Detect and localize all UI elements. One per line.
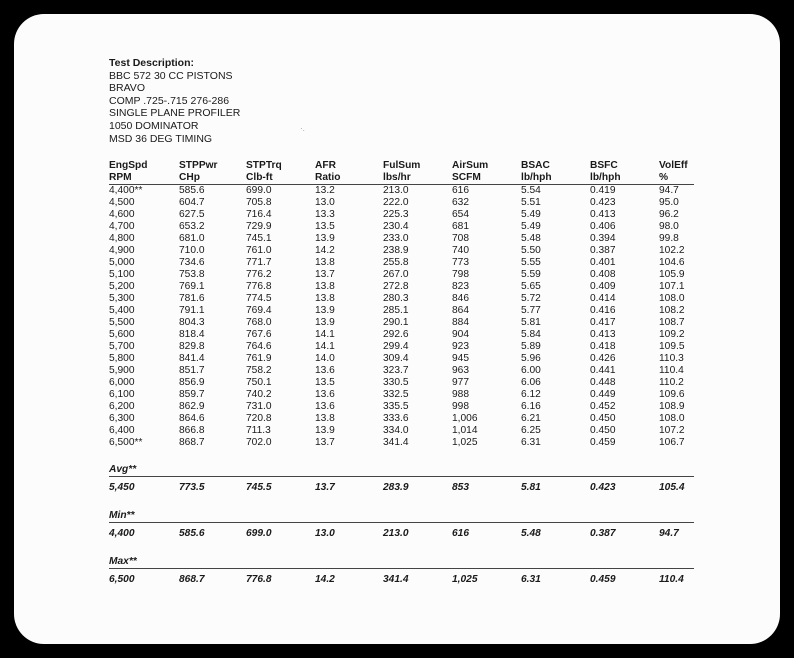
table-cell: 604.7	[179, 197, 205, 208]
table-cell: 5.77	[521, 305, 541, 316]
table-cell: 781.6	[179, 293, 205, 304]
summary-label-text: Min**	[109, 510, 135, 521]
table-cell: 13.8	[315, 413, 335, 424]
table-cell: 720.8	[246, 413, 272, 424]
table-cell: 285.1	[383, 305, 409, 316]
table-cell: 750.1	[246, 377, 272, 388]
table-cell: 923	[452, 341, 469, 352]
table-cell: 702.0	[246, 437, 272, 448]
test-description	[109, 57, 240, 145]
table-cell: 0.408	[590, 269, 616, 280]
summary-cell: 616	[452, 528, 469, 539]
table-row	[109, 281, 694, 293]
summary-cell: 0.423	[590, 482, 616, 493]
table-cell: 5.96	[521, 353, 541, 364]
table-cell: 5,800	[109, 353, 135, 364]
table-cell: 856.9	[179, 377, 205, 388]
table-cell: 238.9	[383, 245, 409, 256]
table-header	[109, 160, 694, 184]
table-cell: 4,600	[109, 209, 135, 220]
table-cell: 299.4	[383, 341, 409, 352]
table-cell: 5.54	[521, 185, 541, 196]
table-cell: 108.7	[659, 317, 685, 328]
table-cell: 13.6	[315, 365, 335, 376]
table-cell: 804.3	[179, 317, 205, 328]
table-cell: 711.3	[246, 425, 271, 436]
table-cell: 272.8	[383, 281, 409, 292]
summary-label-text: Max**	[109, 556, 137, 567]
column-header	[179, 160, 218, 184]
table-cell: 95.0	[659, 197, 679, 208]
table-row	[109, 425, 694, 437]
table-cell: 330.5	[383, 377, 409, 388]
table-cell: 654	[452, 209, 469, 220]
table-cell: 0.414	[590, 293, 616, 304]
summary-cell: 745.5	[246, 482, 272, 493]
table-row	[109, 305, 694, 317]
table-cell: 729.9	[246, 221, 272, 232]
table-cell: 332.5	[383, 389, 409, 400]
summary-cell: 1,025	[452, 574, 478, 585]
table-row	[109, 329, 694, 341]
table-cell: 6,200	[109, 401, 135, 412]
summary-cell: 0.459	[590, 574, 616, 585]
table-cell: 859.7	[179, 389, 205, 400]
table-cell: 280.3	[383, 293, 409, 304]
summary-label	[109, 555, 694, 568]
table-cell: 5.84	[521, 329, 541, 340]
table-cell: 5.65	[521, 281, 541, 292]
table-cell: 13.8	[315, 257, 335, 268]
table-cell: 823	[452, 281, 469, 292]
table-cell: 5,300	[109, 293, 135, 304]
summary-label	[109, 463, 694, 476]
column-header-unit: lbs/hr	[383, 172, 411, 183]
summary-cell: 213.0	[383, 528, 409, 539]
table-cell: 333.6	[383, 413, 409, 424]
summary-cell: 853	[452, 482, 469, 493]
table-row	[109, 317, 694, 329]
table-cell: 653.2	[179, 221, 205, 232]
table-row	[109, 209, 694, 221]
table-cell: 13.8	[315, 293, 335, 304]
table-cell: 6.00	[521, 365, 541, 376]
table-cell: 998	[452, 401, 469, 412]
table-cell: 716.4	[246, 209, 272, 220]
table-cell: 267.0	[383, 269, 409, 280]
table-cell: 681.0	[179, 233, 205, 244]
table-cell: 6.12	[521, 389, 541, 400]
table-cell: 290.1	[383, 317, 409, 328]
column-header-name: STPTrq	[246, 160, 282, 171]
table-cell: 13.7	[315, 437, 335, 448]
table-row	[109, 389, 694, 401]
column-header-unit: lb/hph	[521, 172, 552, 183]
table-cell: 710.0	[179, 245, 205, 256]
table-cell: 0.387	[590, 245, 616, 256]
table-cell: 109.5	[659, 341, 685, 352]
table-cell: 14.1	[315, 329, 335, 340]
table-cell: 1,014	[452, 425, 478, 436]
table-cell: 110.3	[659, 353, 684, 364]
table-cell: 13.9	[315, 425, 335, 436]
column-header-name: BSAC	[521, 160, 550, 171]
table-cell: 5,900	[109, 365, 135, 376]
column-header-name: FulSum	[383, 160, 421, 171]
table-cell: 6.06	[521, 377, 541, 388]
summary-cell: 5.81	[521, 482, 541, 493]
table-cell: 335.5	[383, 401, 409, 412]
table-cell: 734.6	[179, 257, 205, 268]
table-cell: 108.9	[659, 401, 685, 412]
table-cell: 13.9	[315, 317, 335, 328]
description-line: BRAVO	[109, 82, 145, 95]
table-cell: 110.2	[659, 377, 684, 388]
table-cell: 829.8	[179, 341, 205, 352]
table-cell: 0.426	[590, 353, 616, 364]
table-cell: 108.0	[659, 413, 685, 424]
table-cell: 0.394	[590, 233, 616, 244]
column-header	[315, 160, 340, 184]
table-cell: 108.2	[659, 305, 685, 316]
column-header-unit: %	[659, 172, 669, 183]
table-cell: 309.4	[383, 353, 409, 364]
table-cell: 761.0	[246, 245, 272, 256]
table-cell: 868.7	[179, 437, 205, 448]
table-cell: 14.2	[315, 245, 335, 256]
table-cell: 776.8	[246, 281, 272, 292]
table-cell: 13.9	[315, 305, 335, 316]
table-cell: 225.3	[383, 209, 409, 220]
table-cell: 233.0	[383, 233, 409, 244]
summary-cell: 6.31	[521, 574, 541, 585]
summary-cell: 13.0	[315, 528, 335, 539]
table-cell: 0.409	[590, 281, 616, 292]
table-cell: 0.450	[590, 425, 616, 436]
column-header-unit: CHp	[179, 172, 200, 183]
table-row	[109, 233, 694, 245]
table-cell: 107.2	[659, 425, 685, 436]
table-cell: 5,400	[109, 305, 135, 316]
summary-cell: 699.0	[246, 528, 272, 539]
table-row	[109, 437, 694, 449]
column-header-unit: SCFM	[452, 172, 481, 183]
table-cell: 1,006	[452, 413, 478, 424]
column-header-name: STPPwr	[179, 160, 218, 171]
table-cell: 632	[452, 197, 469, 208]
table-cell: 6,400	[109, 425, 135, 436]
summary-cell: 14.2	[315, 574, 335, 585]
summary-row	[109, 573, 694, 587]
table-cell: 771.7	[246, 257, 272, 268]
summary-rule	[109, 568, 694, 569]
scan-speck: ·.	[300, 124, 305, 133]
table-cell: 104.6	[659, 257, 685, 268]
table-cell: 5,700	[109, 341, 135, 352]
table-cell: 776.2	[246, 269, 272, 280]
table-cell: 740.2	[246, 389, 272, 400]
table-cell: 6.31	[521, 437, 541, 448]
table-cell: 0.417	[590, 317, 616, 328]
table-cell: 5,000	[109, 257, 135, 268]
description-title: Test Description:	[109, 57, 194, 69]
summary-label	[109, 509, 694, 522]
table-cell: 13.5	[315, 377, 335, 388]
summary-cell: 0.387	[590, 528, 616, 539]
table-cell: 255.8	[383, 257, 409, 268]
table-cell: 4,400**	[109, 185, 143, 196]
table-cell: 884	[452, 317, 469, 328]
column-header	[590, 160, 621, 184]
column-header-name: AFR	[315, 160, 336, 171]
summary-cell: 776.8	[246, 574, 272, 585]
table-row	[109, 245, 694, 257]
table-row	[109, 269, 694, 281]
table-cell: 0.459	[590, 437, 616, 448]
table-cell: 774.5	[246, 293, 272, 304]
summary-cell: 110.4	[659, 574, 684, 585]
column-header	[246, 160, 282, 184]
description-line: BBC 572 30 CC PISTONS	[109, 69, 233, 82]
table-cell: 773	[452, 257, 469, 268]
table-cell: 768.0	[246, 317, 272, 328]
table-cell: 851.7	[179, 365, 205, 376]
summary-row	[109, 481, 694, 495]
table-cell: 14.1	[315, 341, 335, 352]
summary-cell: 5.48	[521, 528, 541, 539]
table-cell: 627.5	[179, 209, 205, 220]
table-cell: 102.2	[659, 245, 685, 256]
summary-row	[109, 527, 694, 541]
table-cell: 6.16	[521, 401, 541, 412]
table-cell: 109.2	[659, 329, 685, 340]
description-line: 1050 DOMINATOR	[109, 119, 199, 132]
table-cell: 5.59	[521, 269, 541, 280]
table-cell: 6,500**	[109, 437, 143, 448]
summary-cell: 6,500	[109, 574, 135, 585]
table-cell: 230.4	[383, 221, 409, 232]
table-cell: 13.9	[315, 233, 335, 244]
table-row	[109, 257, 694, 269]
table-cell: 753.8	[179, 269, 205, 280]
table-cell: 5.50	[521, 245, 541, 256]
table-cell: 977	[452, 377, 469, 388]
table-cell: 0.448	[590, 377, 616, 388]
table-cell: 108.0	[659, 293, 685, 304]
summary-cell: 868.7	[179, 574, 205, 585]
table-cell: 769.1	[179, 281, 205, 292]
table-row	[109, 377, 694, 389]
table-row	[109, 365, 694, 377]
table-cell: 846	[452, 293, 469, 304]
table-cell: 758.2	[246, 365, 272, 376]
summary-rule	[109, 476, 694, 477]
table-row	[109, 341, 694, 353]
summary-rule	[109, 522, 694, 523]
table-cell: 791.1	[179, 305, 205, 316]
column-header	[109, 160, 147, 184]
table-cell: 988	[452, 389, 469, 400]
description-line: COMP .725-.715 276-286	[109, 94, 230, 107]
summary-cell: 5,450	[109, 482, 135, 493]
table-cell: 963	[452, 365, 469, 376]
column-header-name: EngSpd	[109, 160, 148, 171]
table-cell: 767.6	[246, 329, 272, 340]
table-cell: 6,300	[109, 413, 135, 424]
table-cell: 818.4	[179, 329, 205, 340]
table-cell: 705.8	[246, 197, 272, 208]
column-header-name: BSFC	[590, 160, 618, 171]
table-cell: 4,900	[109, 245, 135, 256]
table-cell: 616	[452, 185, 469, 196]
table-cell: 681	[452, 221, 469, 232]
column-header	[383, 160, 420, 184]
table-cell: 0.413	[590, 209, 616, 220]
table-cell: 764.6	[246, 341, 272, 352]
summary-cell: 341.4	[383, 574, 409, 585]
table-cell: 740	[452, 245, 469, 256]
column-header-name: AirSum	[452, 160, 489, 171]
table-cell: 5,100	[109, 269, 135, 280]
table-cell: 0.423	[590, 197, 616, 208]
table-cell: 4,700	[109, 221, 135, 232]
table-cell: 99.8	[659, 233, 679, 244]
table-cell: 585.6	[179, 185, 205, 196]
table-cell: 0.452	[590, 401, 616, 412]
table-cell: 6.25	[521, 425, 541, 436]
table-cell: 110.4	[659, 365, 684, 376]
summary-cell: 105.4	[659, 482, 685, 493]
table-cell: 5.51	[521, 197, 541, 208]
summary-cell: 585.6	[179, 528, 205, 539]
table-cell: 0.406	[590, 221, 616, 232]
summary-cell: 94.7	[659, 528, 679, 539]
table-cell: 745.1	[246, 233, 272, 244]
dyno-data-table	[109, 160, 694, 587]
table-cell: 94.7	[659, 185, 679, 196]
table-cell: 5,200	[109, 281, 135, 292]
table-cell: 761.9	[246, 353, 272, 364]
description-line: MSD 36 DEG TIMING	[109, 132, 213, 145]
table-row	[109, 293, 694, 305]
table-cell: 5.49	[521, 221, 541, 232]
table-cell: 107.1	[659, 281, 685, 292]
table-cell: 6,000	[109, 377, 135, 388]
table-cell: 731.0	[246, 401, 272, 412]
column-header	[521, 160, 552, 184]
table-cell: 96.2	[659, 209, 679, 220]
table-cell: 798	[452, 269, 469, 280]
summary-cell: 4,400	[109, 528, 135, 539]
table-cell: 864	[452, 305, 469, 316]
table-cell: 6.21	[521, 413, 541, 424]
table-cell: 5.49	[521, 209, 541, 220]
table-cell: 0.450	[590, 413, 616, 424]
summary-cell: 773.5	[179, 482, 205, 493]
table-cell: 109.6	[659, 389, 685, 400]
table-cell: 5,600	[109, 329, 135, 340]
table-cell: 213.0	[383, 185, 409, 196]
summary-cell: 13.7	[315, 482, 335, 493]
table-cell: 5,500	[109, 317, 135, 328]
table-cell: 0.401	[590, 257, 616, 268]
table-row	[109, 197, 694, 209]
table-cell: 13.6	[315, 401, 335, 412]
table-cell: 334.0	[383, 425, 409, 436]
table-cell: 6,100	[109, 389, 135, 400]
table-cell: 13.6	[315, 389, 335, 400]
table-cell: 0.419	[590, 185, 616, 196]
table-cell: 1,025	[452, 437, 478, 448]
table-cell: 13.5	[315, 221, 335, 232]
table-cell: 4,800	[109, 233, 135, 244]
table-cell: 14.0	[315, 353, 335, 364]
table-cell: 292.6	[383, 329, 409, 340]
summary-label-text: Avg**	[109, 464, 137, 475]
table-cell: 945	[452, 353, 469, 364]
table-row	[109, 353, 694, 365]
table-cell: 105.9	[659, 269, 685, 280]
column-header-unit: RPM	[109, 172, 132, 183]
column-header-unit: lb/hph	[590, 172, 621, 183]
table-cell: 0.416	[590, 305, 616, 316]
table-cell: 0.449	[590, 389, 616, 400]
table-cell: 98.0	[659, 221, 679, 232]
column-header-unit: Clb-ft	[246, 172, 273, 183]
table-cell: 862.9	[179, 401, 205, 412]
table-cell: 0.413	[590, 329, 616, 340]
column-header	[452, 160, 488, 184]
table-cell: 5.81	[521, 317, 541, 328]
table-cell: 5.72	[521, 293, 541, 304]
table-cell: 841.4	[179, 353, 205, 364]
table-cell: 0.441	[590, 365, 616, 376]
table-cell: 5.55	[521, 257, 541, 268]
document-page	[14, 14, 780, 644]
column-header-unit: Ratio	[315, 172, 341, 183]
table-cell: 864.6	[179, 413, 205, 424]
table-cell: 904	[452, 329, 469, 340]
table-cell: 0.418	[590, 341, 616, 352]
table-row	[109, 221, 694, 233]
table-cell: 5.48	[521, 233, 541, 244]
table-row	[109, 401, 694, 413]
column-header	[659, 160, 688, 184]
table-cell: 866.8	[179, 425, 205, 436]
table-cell: 341.4	[383, 437, 409, 448]
table-cell: 323.7	[383, 365, 409, 376]
table-cell: 708	[452, 233, 469, 244]
table-row	[109, 413, 694, 425]
column-header-name: VolEff	[659, 160, 688, 171]
table-cell: 106.7	[659, 437, 685, 448]
table-cell: 769.4	[246, 305, 272, 316]
table-row	[109, 185, 694, 197]
table-cell: 13.0	[315, 197, 335, 208]
table-cell: 699.0	[246, 185, 272, 196]
table-cell: 13.2	[315, 185, 335, 196]
table-cell: 222.0	[383, 197, 409, 208]
table-cell: 13.3	[315, 209, 335, 220]
table-cell: 13.7	[315, 269, 335, 280]
summary-cell: 283.9	[383, 482, 409, 493]
table-cell: 5.89	[521, 341, 541, 352]
description-line: SINGLE PLANE PROFILER	[109, 107, 241, 120]
table-cell: 4,500	[109, 197, 135, 208]
table-cell: 13.8	[315, 281, 335, 292]
